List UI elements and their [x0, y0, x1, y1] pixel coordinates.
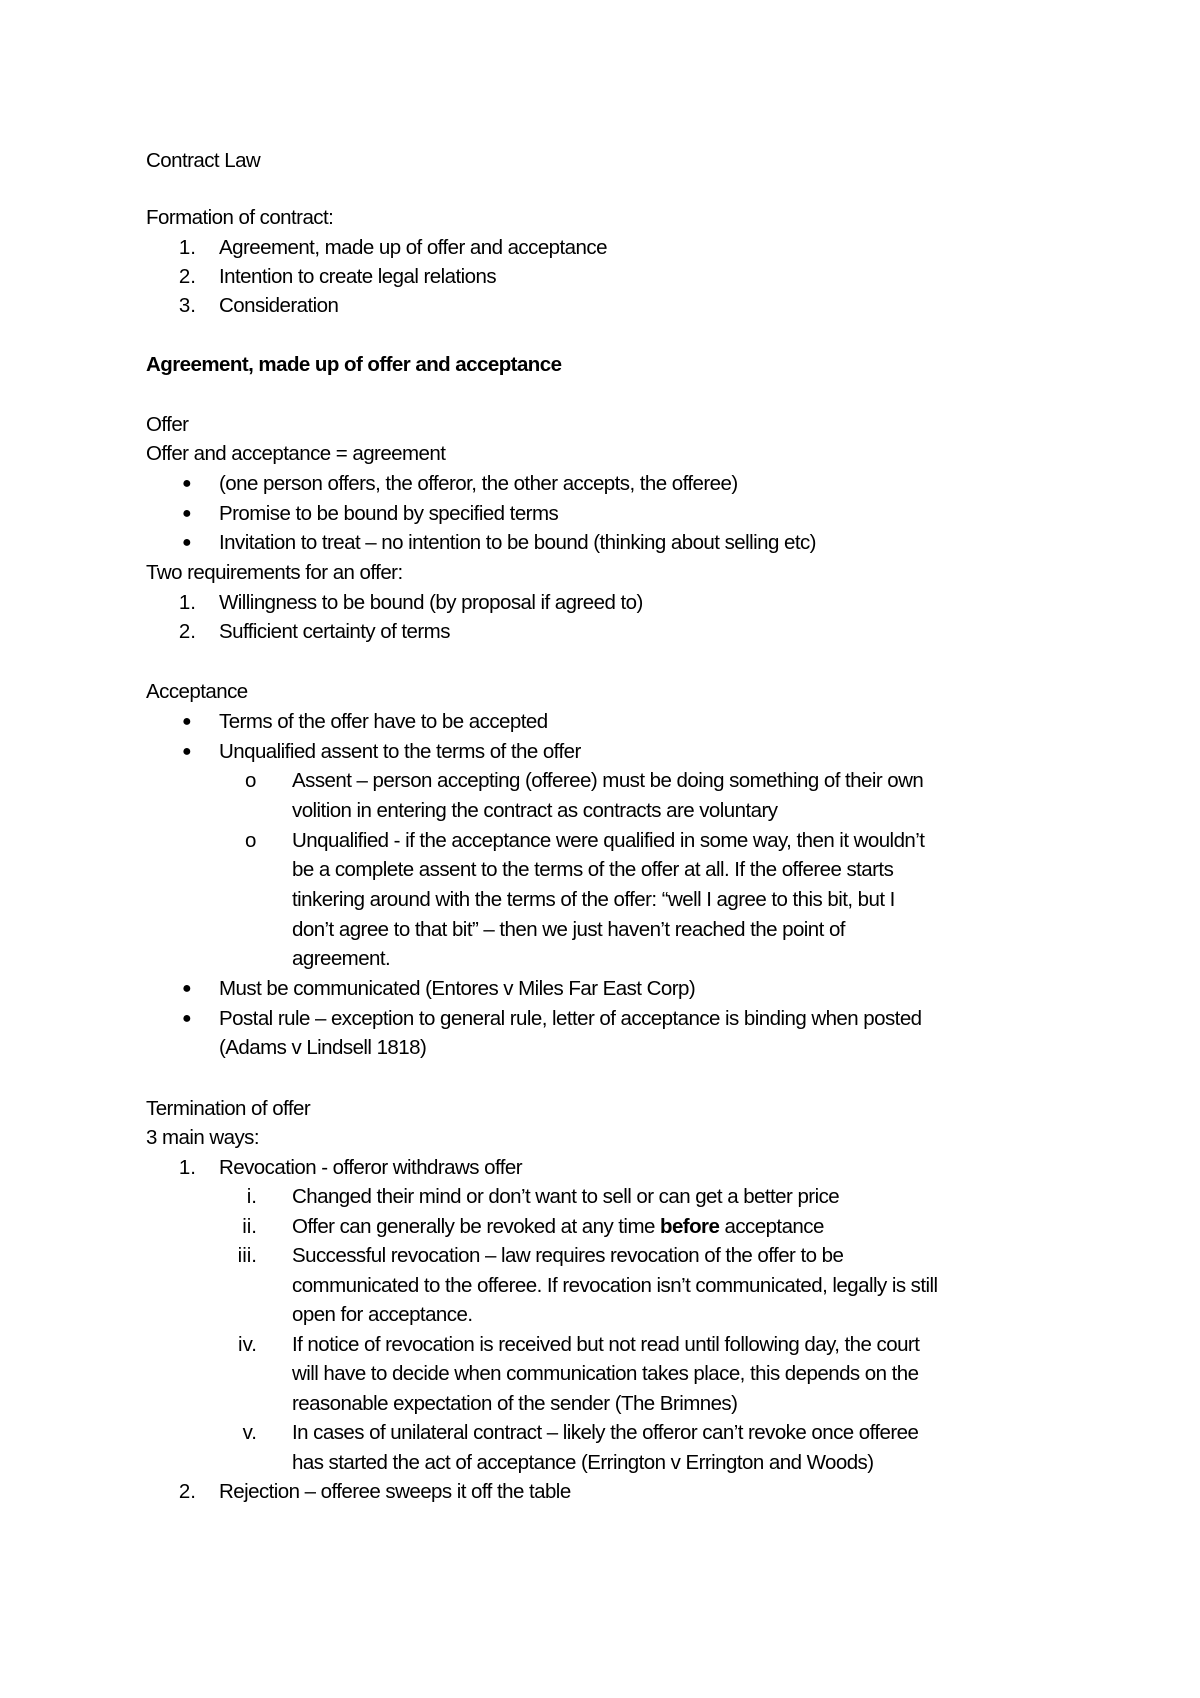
requirement-item: Sufficient certainty of terms [219, 620, 450, 643]
revocation-label: Revocation - offeror withdraws offer [219, 1156, 523, 1179]
revocation-point: will have to decide when communication takes place, this depends on the [292, 1362, 919, 1385]
requirement-item: Willingness to be bound (by proposal if agreed to) [219, 591, 643, 614]
acceptance-bullet: Postal rule – exception to general rule, letter of acceptance is binding when posted [219, 1007, 922, 1030]
offer-heading: Offer [146, 413, 189, 436]
bullet-icon: ● [182, 743, 192, 760]
revocation-point: Successful revocation – law requires revocation of the offer to be [292, 1244, 844, 1267]
formation-item: Intention to create legal relations [219, 265, 497, 288]
offer-bullet: (one person offers, the offeror, the other accepts, the offeree) [219, 472, 738, 495]
acceptance-sub-line: Unqualified - if the acceptance were qualified in some way, then it wouldn’t [292, 829, 925, 852]
revocation-point-text: Offer can generally be revoked at any time [292, 1215, 660, 1238]
bullet-icon: ● [182, 505, 192, 522]
acceptance-heading: Acceptance [146, 680, 248, 703]
requirements-heading: Two requirements for an offer: [146, 561, 403, 584]
roman-marker: v. [242, 1421, 257, 1444]
revocation-point: open for acceptance. [292, 1303, 473, 1326]
acceptance-sub-line: Assent – person accepting (offeree) must be doing something of their own [292, 769, 924, 792]
bullet-icon: ● [182, 475, 192, 492]
roman-marker: i. [246, 1185, 257, 1208]
list-number: 2. [178, 620, 196, 643]
acceptance-bullet: Must be communicated (Entores v Miles Far East Corp) [219, 977, 696, 1000]
acceptance-bullet: (Adams v Lindsell 1818) [219, 1036, 427, 1059]
revocation-point: communicated to the offeree. If revocation isn’t communicated, legally is still [292, 1274, 938, 1297]
formation-item: Consideration [219, 294, 339, 317]
roman-marker: iv. [238, 1333, 257, 1356]
offer-bullet: Invitation to treat – no intention to be bound (thinking about selling etc) [219, 531, 816, 554]
roman-marker: iii. [237, 1244, 257, 1267]
revocation-point: Changed their mind or don’t want to sell or can get a better price [292, 1185, 840, 1208]
revocation-point [292, 1214, 824, 1240]
acceptance-bullet: Unqualified assent to the terms of the offer [219, 740, 581, 763]
acceptance-sub-line: volition in entering the contract as contracts are voluntary [292, 799, 778, 822]
roman-marker: ii. [242, 1215, 257, 1238]
revocation-point: In cases of unilateral contract – likely the offeror can’t revoke once offeree [292, 1421, 919, 1444]
list-number: 1. [178, 236, 196, 259]
bullet-icon: ● [182, 534, 192, 551]
section-heading: Agreement, made up of offer and acceptance [146, 353, 562, 376]
list-number: 1. [178, 1156, 196, 1179]
acceptance-sub-line: tinkering around with the terms of the offer: “well I agree to this bit, but I [292, 888, 895, 911]
list-number: 2. [178, 1480, 196, 1503]
termination-intro: 3 main ways: [146, 1126, 260, 1149]
offer-bullet: Promise to be bound by specified terms [219, 502, 559, 525]
termination-heading: Termination of offer [146, 1097, 311, 1120]
sub-bullet-icon: o [245, 769, 257, 792]
bullet-icon: ● [182, 980, 192, 997]
revocation-point: If notice of revocation is received but not read until following day, the court [292, 1333, 920, 1356]
formation-item: Agreement, made up of offer and acceptance [219, 236, 607, 259]
revocation-point: has started the act of acceptance (Errington v Errington and Woods) [292, 1451, 874, 1474]
rejection-label: Rejection – offeree sweeps it off the table [219, 1480, 571, 1503]
list-number: 3. [178, 294, 196, 317]
document-title: Contract Law [146, 149, 261, 172]
sub-bullet-icon: o [245, 829, 257, 852]
revocation-point: reasonable expectation of the sender (The Brimnes) [292, 1392, 738, 1415]
bullet-icon: ● [182, 1010, 192, 1027]
formation-heading: Formation of contract: [146, 206, 334, 229]
acceptance-bullet: Terms of the offer have to be accepted [219, 710, 548, 733]
emphasis-before: before [659, 1215, 720, 1238]
list-number: 1. [178, 591, 196, 614]
acceptance-sub-line: don’t agree to that bit” – then we just haven’t reached the point of [292, 918, 845, 941]
bullet-icon: ● [182, 713, 192, 730]
offer-intro: Offer and acceptance = agreement [146, 442, 446, 465]
list-number: 2. [178, 265, 196, 288]
acceptance-sub-line: be a complete assent to the terms of the offer at all. If the offeree starts [292, 858, 894, 881]
acceptance-sub-line: agreement. [292, 947, 391, 970]
revocation-point-text: acceptance [719, 1215, 824, 1238]
